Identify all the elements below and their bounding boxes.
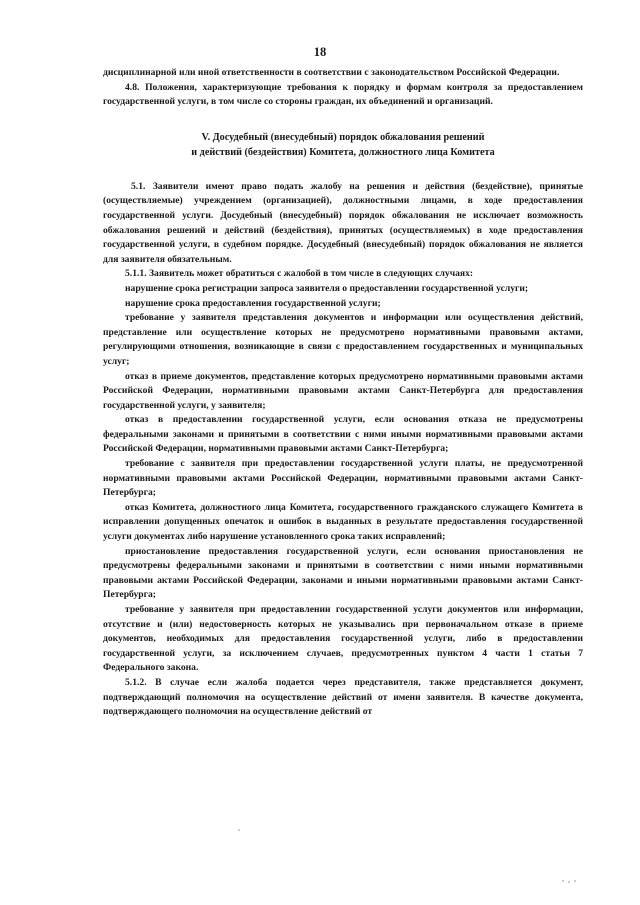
list-item: требование с заявителя при предоставлении государственной услуги платы, не предусмотренной нормативными правовыми актами Российской Федерации, нормативными правовыми актами Санкт-Петербурга;: [103, 458, 583, 499]
paragraph: 5.1. Заявители имеют право подать жалобу на решения и действия (бездействие), принятые (осуществляемые) учреждением (организацией), должностными лицами, в ходе предоставления государственной услуги. Досудебный (внесудебный) порядок обжалования не исключает возможность обжалования решений и действий (бездействия), принятых (осуществляемых) в ходе предоставления государственной услуги, в судебном порядке. Досудебный (внесудебный) порядок обжалования не является для заявителя обязательным.: [103, 180, 583, 265]
section-heading-line: и действий (бездействия) Комитета, должностного лица Комитета: [191, 146, 495, 158]
paragraph: 5.1.2. В случае если жалоба подается через представителя, также представляется документ, подтверждающий полномочия на осуществление действий от имени заявителя. В качестве документа, подтверждающего полномочия на осуществление действий от: [103, 676, 583, 718]
list-item: нарушение срока предоставления государственной услуги;: [125, 297, 381, 309]
list-item: приостановление предоставления государственной услуги, если основания приостановления не предусмотрены федеральными законами и принятыми в соответствии с ними иными нормативными правовыми актами Российской Федерации, законами и иными нормативными правовыми актами Санкт-Петербурга;: [103, 545, 583, 601]
document-body: [103, 66, 583, 720]
list-item: отказ в предоставлении государственной услуги, если основания отказа не предусмотрены федеральными законами и принятыми в соответствии с ними иными нормативными правовыми актами Российской Федерации, нормативными правовыми актами Санкт-Петербурга;: [103, 414, 583, 455]
list-item: отказ Комитета, должностного лица Комитета, государственного гражданского служащего Комитета в исправлении допущенных опечаток и ошибок в выданных в результате предоставления государственной услуги документах либо нарушение установленного срока таких исправлений;: [103, 501, 583, 543]
scan-artifact: [568, 881, 570, 883]
scan-artifact: [238, 829, 240, 831]
list-item: требование у заявителя представления документов и информации или осуществления действий, представление или осуществление которых не предусмотрено нормативными правовыми актами, регулирующими отношения, возникающие в связи с предоставлением государственных и муниципальных услуг;: [103, 312, 583, 367]
paragraph: 4.8. Положения, характеризующие требования к порядку и формам контроля за предоставлением государственной услуги, в том числе со стороны граждан, их объединений и организаций.: [103, 81, 583, 108]
paragraph: дисциплинарной или иной ответственности в соответствии с законодательством Российской Федерации.: [103, 67, 560, 78]
list-item: нарушение срока регистрации запроса заявителя о предоставлении государственной услуги;: [125, 282, 529, 294]
paragraph: 5.1.1. Заявитель может обратиться с жалобой в том числе в следующих случаях:: [125, 268, 474, 280]
scan-artifact: [574, 880, 576, 882]
section-heading-line: V. Досудебный (внесудебный) порядок обжалования решений: [201, 131, 485, 143]
section-heading: [103, 130, 583, 160]
list-item: отказ в приеме документов, представление которых предусмотрено нормативными правовыми актами Российской Федерации, нормативными правовыми актами Санкт-Петербурга для предоставления государственной услуги, у заявителя;: [103, 370, 583, 411]
page-number: 18: [313, 45, 327, 59]
scan-artifact: [562, 880, 564, 882]
list-item: требование у заявителя при предоставлении государственной услуги документов или информации, отсутствие и (или) недостоверность которых не указывались при первоначальном отказе в приеме документов, необходимых для предоставления государственной услуги, либо в предоставлении государственной услуги, за исключением случаев, предусмотренных пунктом 4 части 1 статьи 7 Федерального закона.: [103, 604, 583, 674]
